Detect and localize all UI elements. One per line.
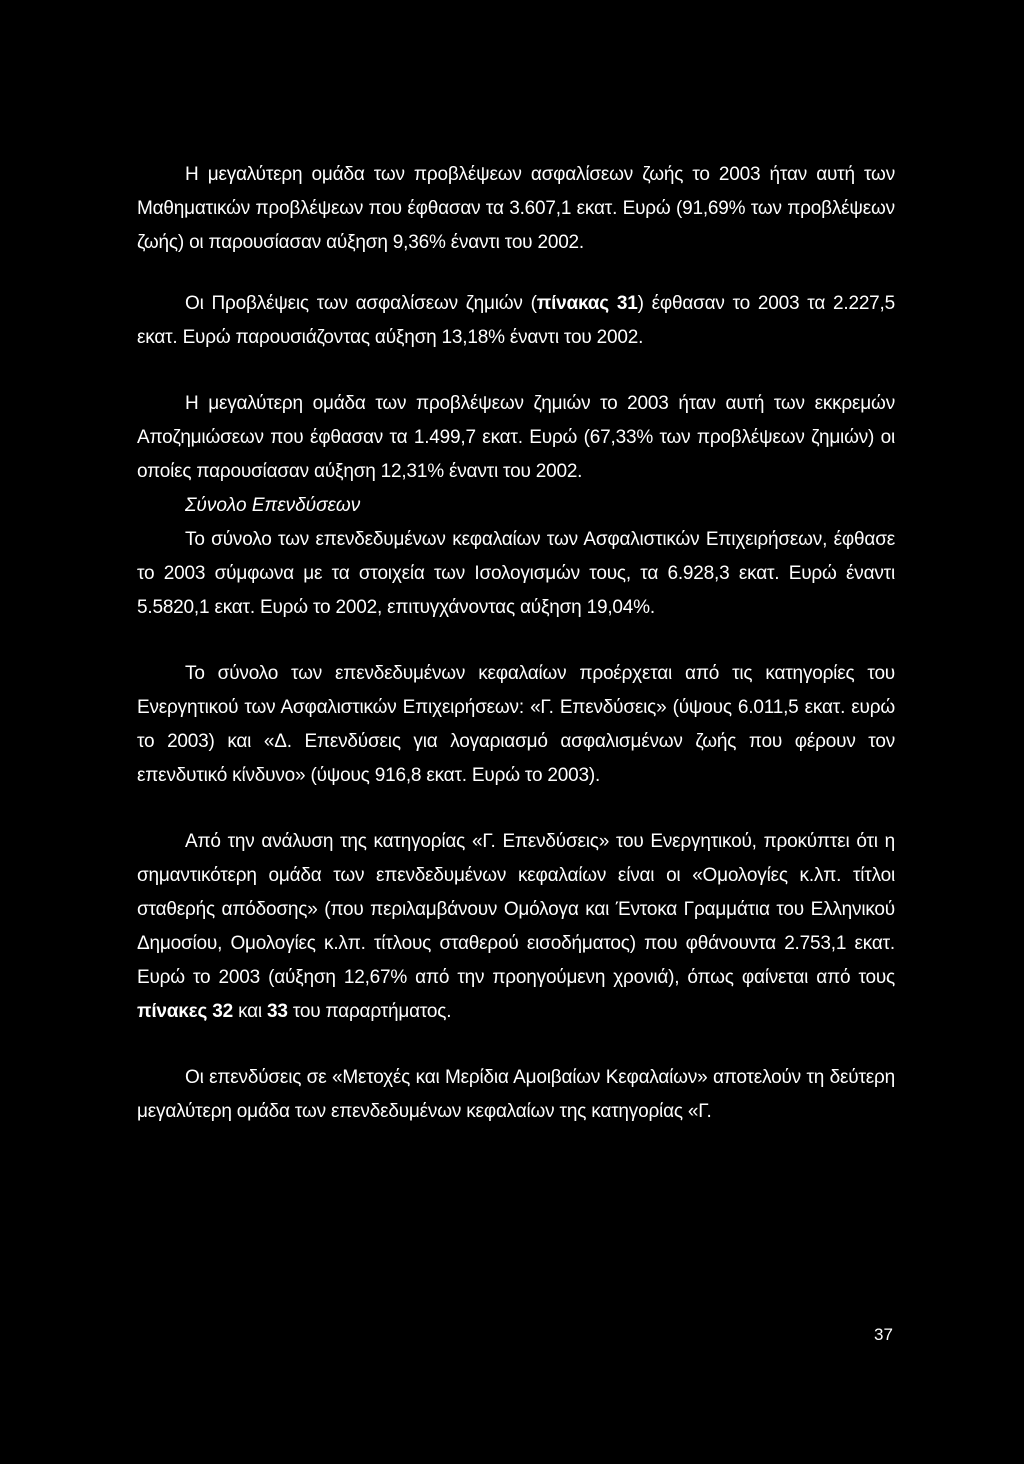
paragraph-text: ) έφθασαν το 2003 τα 2.227,5 εκατ. Ευρώ παρουσιάζοντας αύξηση 13,18% έναντι του 2002. [137,293,895,348]
table-reference: πίνακες 32 [137,1001,233,1022]
paragraph-investment-categories: Το σύνολο των επενδεδυμένων κεφαλαίων προέρχεται από τις κατηγορίες του Ενεργητικού των Ασφαλιστικών Επιχειρήσεων: «Γ. Επενδύσεις» (ύψους 6.011,5 εκατ. ευρώ το 2003) και «Δ. Επενδύσεις για λογαριασμό ασφαλισμένων ζωής που φέρουν τον επενδυτικό κίνδυνο» (ύψους 916,8 εκατ. Ευρώ το 2003). [137,663,895,786]
paragraph-text: του παραρτήματος. [287,1001,452,1022]
paragraph-life-provisions: Η μεγαλύτερη ομάδα των προβλέψεων ασφαλίσεων ζωής το 2003 ήταν αυτή των Μαθηματικών προβλέψεων που έφθασαν τα 3.607,1 εκατ. Ευρώ (91,69% των προβλέψεων ζωής) οι παρουσίασαν αύξηση 9,36% έναντι του 2002. [137,164,895,253]
table-reference: 33 [267,1001,288,1022]
paragraph-pending-claims: Η μεγαλύτερη ομάδα των προβλέψεων ζημιών το 2003 ήταν αυτή των εκκρεμών Αποζημιώσεων που έφθασαν τα 1.499,7 εκατ. Ευρώ (67,33% των προβλέψεων ζημιών) οι οποίες παρουσίασαν αύξηση 12,31% έναντι του 2002. [137,393,895,482]
paragraph-total-investments: Το σύνολο των επενδεδυμένων κεφαλαίων των Ασφαλιστικών Επιχειρήσεων, έφθασε το 2003 σύμφωνα με τα στοιχεία των Ισολογισμών τους, τα 6.928,3 εκατ. Ευρώ έναντι 5.5820,1 εκατ. Ευρώ το 2002, επιτυγχάνοντας αύξηση 19,04%. [137,529,895,618]
table-reference: πίνακας 31 [536,293,638,314]
paragraph-text: και [232,1001,268,1022]
page-number: 37 [874,1325,893,1344]
paragraph-text: Οι Προβλέψεις των ασφαλίσεων ζημιών ( [185,293,537,314]
section-heading: Σύνολο Επενδύσεων [185,495,361,516]
document-page [137,158,895,1129]
paragraph-damage-provisions [137,287,895,355]
paragraph-bonds-analysis [137,825,895,1029]
paragraph-text: Από την ανάλυση της κατηγορίας «Γ. Επενδύσεις» του Ενεργητικού, προκύπτει ότι η σημαντικότερη ομάδα των επενδεδυμένων κεφαλαίων είναι οι «Ομολογίες κ.λπ. τίτλοι σταθερής απόδοσης» (που περιλαμβάνουν Ομόλογα και Έντοκα Γραμμάτια του Ελληνικού Δημοσίου, Ομολογίες κ.λπ. τίτλους σταθερού εισοδήματος) που φθάνουντα 2.753,1 εκατ. Ευρώ το 2003 (αύξηση 12,67% από την προηγούμενη χρονιά), όπως φαίνεται από τους [137,831,895,988]
paragraph-shares-funds: Οι επενδύσεις σε «Μετοχές και Μερίδια Αμοιβαίων Κεφαλαίων» αποτελούν τη δεύτερη μεγαλύτερη ομάδα των επενδεδυμένων κεφαλαίων της κατηγορίας «Γ. [137,1067,895,1122]
